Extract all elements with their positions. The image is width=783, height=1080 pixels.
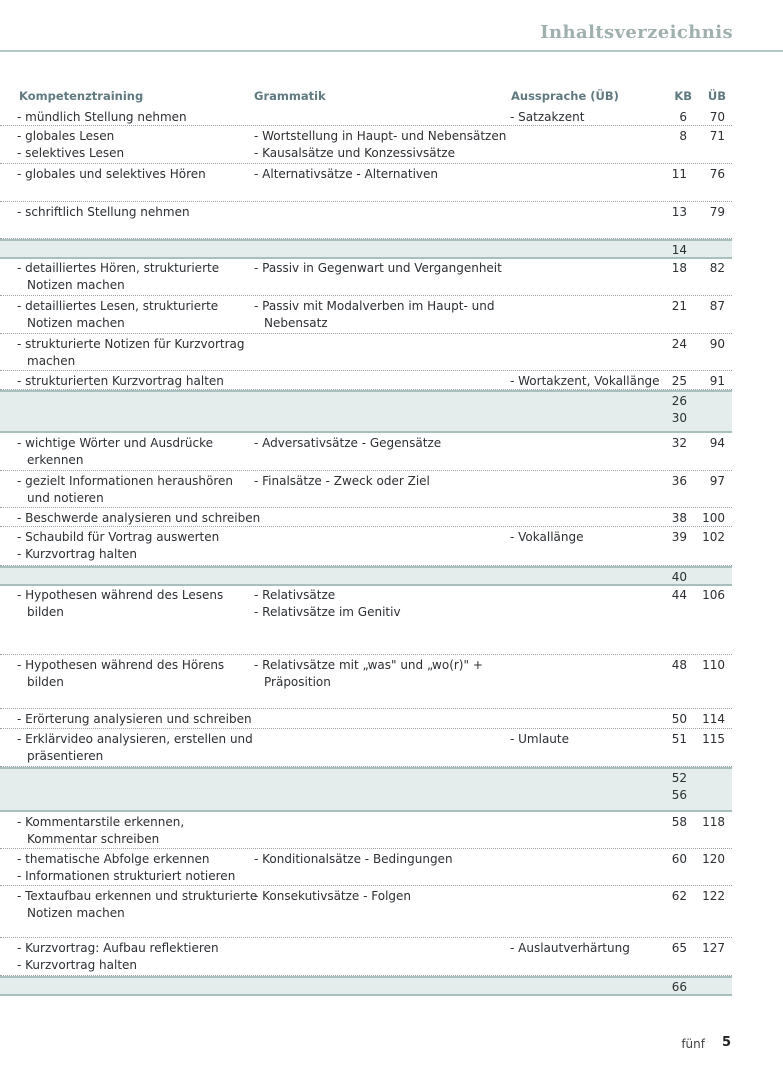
cell-text: 36: [671, 474, 687, 488]
cell-text: erkennen: [27, 452, 84, 467]
cell-text: - Beschwerde analysieren und schreiben: [17, 511, 261, 525]
cell-ub: [696, 128, 725, 145]
cell-kompetenz: [17, 529, 247, 562]
cell-text: - Kausalsätze und Konzessivsätze: [254, 145, 455, 160]
cell-text: 120: [702, 852, 725, 866]
table-row: [0, 938, 732, 976]
cell-text: - globales und selektives Hören: [17, 167, 206, 181]
cell-text: - selektives Lesen: [17, 145, 125, 160]
table-row: [0, 709, 732, 729]
cell-kb: [655, 657, 687, 674]
cell-text: - Vokallänge: [510, 530, 584, 544]
cell-text: Notizen machen: [27, 277, 125, 292]
cell-text: 32: [671, 436, 687, 450]
cell-text: - detailliertes Hören, strukturierte: [17, 261, 220, 275]
cell-ub: [696, 657, 725, 674]
header-grammatik: Grammatik: [254, 89, 326, 103]
cell-ub: [696, 940, 725, 957]
cell-kb: [655, 373, 687, 390]
table-row: [0, 371, 732, 390]
cell-text: 8: [679, 129, 687, 143]
cell-text: Kommentar schreiben: [27, 831, 160, 846]
cell-kompetenz: [17, 587, 247, 620]
cell-text: - Finalsätze - Zweck oder Ziel: [254, 474, 430, 488]
cell-text: 97: [709, 474, 725, 488]
cell-text: - Textaufbau erkennen und strukturierte: [17, 889, 258, 903]
cell-ub: [696, 435, 725, 452]
cell-kompetenz: [17, 473, 247, 506]
cell-text: 110: [702, 658, 725, 672]
cell-grammatik: [254, 435, 504, 452]
table-row: [0, 508, 732, 527]
cell-text: 50: [671, 712, 687, 726]
cell-text: - globales Lesen: [17, 129, 115, 143]
cell-text: und notieren: [27, 490, 104, 505]
chapter-band-row: [0, 390, 732, 433]
cell-text: - Alternativsätze - Alternativen: [254, 167, 438, 181]
cell-text: - Kurzvortrag halten: [17, 957, 138, 972]
cell-text: 106: [702, 588, 725, 602]
cell-ub: [696, 529, 725, 546]
page-title: Inhaltsverzeichnis: [540, 22, 733, 43]
cell-text: 62: [671, 889, 687, 903]
cell-text: 65: [671, 941, 687, 955]
table-row: [0, 886, 732, 938]
cell-aussprache: [510, 940, 670, 957]
footer-page-word: fünf: [681, 1037, 705, 1051]
cell-kb: [655, 336, 687, 353]
cell-text: - Adversativsätze - Gegensätze: [254, 436, 442, 450]
cell-grammatik: [254, 657, 504, 690]
chapter-band-row: [0, 566, 732, 586]
cell-aussprache: [510, 529, 670, 546]
cell-ub: [696, 888, 725, 905]
cell-text: - detailliertes Lesen, strukturierte: [17, 299, 219, 313]
cell-text: 40: [671, 570, 687, 584]
cell-ub: [696, 166, 725, 183]
cell-kb: [655, 298, 687, 315]
table-row: [0, 527, 732, 566]
cell-ub: [696, 373, 725, 390]
cell-text: 76: [709, 167, 725, 181]
cell-text: - Kurzvortrag: Aufbau reflektieren: [17, 941, 219, 955]
cell-text: 44: [671, 588, 687, 602]
chapter-band-row: [0, 976, 732, 996]
cell-text: - Wortstellung in Haupt- und Nebensätzen: [254, 129, 507, 143]
cell-kompetenz: [17, 814, 247, 847]
cell-text: - Hypothesen während des Lesens: [17, 588, 224, 602]
cell-text: 26: [671, 394, 687, 408]
cell-text: Notizen machen: [27, 315, 125, 330]
cell-grammatik: [254, 587, 504, 620]
cell-text: 115: [702, 732, 725, 746]
cell-text: - Auslautverhärtung: [510, 941, 630, 955]
cell-text: Präposition: [264, 674, 331, 689]
cell-text: - Wortakzent, Vokallänge: [510, 374, 660, 388]
cell-text: - Passiv in Gegenwart und Vergangenheit: [254, 261, 502, 275]
cell-text: - Schaubild für Vortrag auswerten: [17, 530, 220, 544]
cell-text: - Umlaute: [510, 732, 569, 746]
cell-text: 87: [709, 299, 725, 313]
cell-ub: [696, 298, 725, 315]
cell-text: präsentieren: [27, 748, 104, 763]
cell-text: 25: [671, 374, 687, 388]
cell-grammatik: [254, 166, 504, 183]
table-row: [0, 296, 732, 334]
cell-text: Nebensatz: [264, 315, 328, 330]
cell-kompetenz: [17, 940, 247, 973]
cell-kompetenz: [17, 373, 247, 390]
cell-text: Notizen machen: [27, 905, 125, 920]
table-row: [0, 126, 732, 164]
cell-kb: [655, 393, 687, 426]
cell-text: 6: [679, 110, 687, 124]
cell-text: 122: [702, 889, 725, 903]
cell-kb: [655, 814, 687, 831]
cell-kompetenz: [17, 298, 247, 331]
cell-text: 39: [671, 530, 687, 544]
cell-text: 51: [671, 732, 687, 746]
cell-text: - wichtige Wörter und Ausdrücke: [17, 436, 213, 450]
cell-kompetenz: [17, 711, 252, 728]
cell-grammatik: [254, 888, 504, 905]
cell-text: 91: [709, 374, 725, 388]
table-row: [0, 812, 732, 849]
cell-kb: [655, 510, 687, 527]
cell-text: - gezielt Informationen heraushören: [17, 474, 234, 488]
header-ub: ÜB: [707, 89, 726, 103]
cell-kb: [655, 529, 687, 546]
cell-ub: [696, 814, 725, 831]
cell-text: 118: [702, 815, 725, 829]
cell-text: - Erklärvideo analysieren, erstellen und: [17, 732, 253, 746]
cell-ub: [696, 260, 725, 277]
cell-ub: [696, 731, 725, 748]
cell-grammatik: [254, 128, 507, 161]
cell-kb: [655, 242, 687, 259]
cell-text: bilden: [27, 604, 64, 619]
cell-kompetenz: [17, 510, 261, 527]
table-row: [0, 471, 732, 508]
cell-text: - mündlich Stellung nehmen: [17, 110, 187, 124]
table-row: [0, 849, 732, 886]
cell-kb: [655, 204, 687, 221]
cell-kompetenz: [17, 851, 247, 884]
cell-kompetenz: [17, 657, 247, 690]
cell-text: 21: [671, 299, 687, 313]
cell-text: 13: [671, 205, 687, 219]
cell-text: 38: [671, 511, 687, 525]
cell-kompetenz: [17, 731, 253, 764]
cell-kb: [655, 888, 687, 905]
table-row: [0, 202, 732, 239]
table-row: [0, 729, 732, 767]
header-kompetenztraining: Kompetenztraining: [19, 89, 144, 103]
table-row: [0, 107, 732, 126]
cell-text: 66: [671, 980, 687, 994]
cell-kb: [655, 587, 687, 604]
cell-kb: [655, 731, 687, 748]
cell-text: bilden: [27, 674, 64, 689]
cell-text: 30: [671, 410, 687, 425]
cell-text: - Erörterung analysieren und schreiben: [17, 712, 252, 726]
cell-text: - Kurzvortrag halten: [17, 546, 138, 561]
cell-text: - Hypothesen während des Hörens: [17, 658, 225, 672]
chapter-band-row: [0, 239, 732, 259]
cell-text: 60: [671, 852, 687, 866]
cell-text: 90: [709, 337, 725, 351]
cell-kb: [655, 569, 687, 586]
cell-grammatik: [254, 851, 504, 868]
footer-page-number: 5: [721, 1035, 731, 1050]
cell-text: - strukturierten Kurzvortrag halten: [17, 374, 224, 388]
cell-grammatik: [254, 260, 504, 277]
cell-kb: [655, 851, 687, 868]
cell-grammatik: [254, 298, 504, 331]
cell-kb: [655, 260, 687, 277]
cell-kb: [655, 473, 687, 490]
cell-text: 82: [709, 261, 725, 275]
cell-kompetenz: [17, 109, 247, 126]
header-aussprache: Aussprache (ÜB): [511, 89, 619, 103]
cell-ub: [696, 711, 725, 728]
cell-text: - schriftlich Stellung nehmen: [17, 205, 190, 219]
cell-text: - Konditionalsätze - Bedingungen: [254, 852, 453, 866]
cell-text: 79: [709, 205, 725, 219]
cell-text: 48: [671, 658, 687, 672]
cell-text: 114: [702, 712, 725, 726]
cell-text: - Relativsätze mit „was" und „wo(r)" +: [254, 658, 483, 672]
cell-text: - Passiv mit Modalverben im Haupt- und: [254, 299, 495, 313]
table-row: [0, 433, 732, 471]
cell-ub: [696, 587, 725, 604]
cell-kb: [655, 435, 687, 452]
cell-kompetenz: [17, 435, 247, 468]
cell-grammatik: [254, 473, 504, 490]
cell-text: - Satzakzent: [510, 110, 585, 124]
cell-text: - strukturierte Notizen für Kurzvortrag: [17, 337, 245, 351]
cell-kb: [655, 940, 687, 957]
cell-text: 100: [702, 511, 725, 525]
cell-ub: [696, 109, 725, 126]
cell-aussprache: [510, 373, 670, 390]
cell-kompetenz: [17, 260, 247, 293]
cell-kompetenz: [17, 204, 247, 221]
cell-kb: [655, 128, 687, 145]
cell-text: 70: [709, 110, 725, 124]
cell-text: - thematische Abfolge erkennen: [17, 852, 210, 866]
cell-text: 52: [671, 771, 687, 785]
cell-text: 18: [671, 261, 687, 275]
header-kb: KB: [674, 89, 692, 103]
cell-text: machen: [27, 353, 76, 368]
cell-kompetenz: [17, 166, 247, 183]
cell-ub: [696, 336, 725, 353]
cell-kompetenz: [17, 336, 247, 369]
cell-text: 56: [671, 787, 687, 802]
cell-ub: [696, 851, 725, 868]
cell-text: - Relativsätze: [254, 588, 336, 602]
cell-aussprache: [510, 731, 670, 748]
table-row: [0, 164, 732, 202]
table-row: [0, 655, 732, 709]
table-row: [0, 258, 732, 296]
cell-text: 58: [671, 815, 687, 829]
table-row: [0, 334, 732, 371]
cell-text: 102: [702, 530, 725, 544]
cell-kb: [655, 166, 687, 183]
cell-ub: [696, 204, 725, 221]
cell-kompetenz: [17, 888, 258, 921]
cell-kompetenz: [17, 128, 247, 161]
cell-text: 127: [702, 941, 725, 955]
cell-ub: [696, 510, 725, 527]
cell-text: - Konsekutivsätze - Folgen: [254, 889, 412, 903]
chapter-band-row: [0, 767, 732, 812]
cell-text: 71: [709, 129, 725, 143]
cell-text: - Relativsätze im Genitiv: [254, 604, 401, 619]
cell-kb: [655, 109, 687, 126]
cell-text: 94: [709, 436, 725, 450]
cell-kb: [655, 770, 687, 803]
cell-ub: [696, 473, 725, 490]
cell-text: 11: [671, 167, 687, 181]
cell-text: 14: [671, 243, 687, 257]
cell-text: - Kommentarstile erkennen,: [17, 815, 185, 829]
cell-kb: [655, 979, 687, 996]
table-row: [0, 585, 732, 655]
cell-text: - Informationen strukturiert notieren: [17, 868, 236, 883]
cell-aussprache: [510, 109, 670, 126]
cell-text: 24: [671, 337, 687, 351]
cell-kb: [655, 711, 687, 728]
